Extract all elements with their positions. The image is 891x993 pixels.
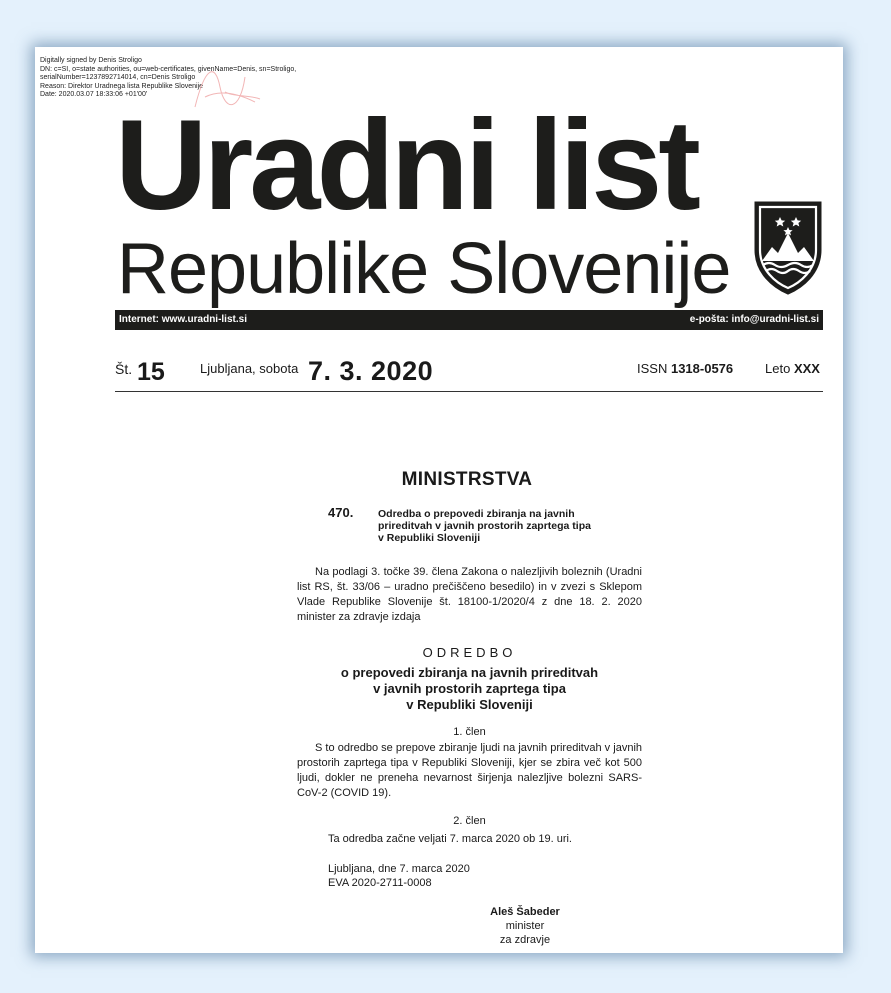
item-title [378, 508, 591, 544]
masthead-contact-bar [115, 310, 823, 330]
signature-line: serialNumber=1237892714014, cn=Denis Stroligo [40, 74, 196, 82]
decree-subtitle-line: v javnih prostorih zaprtega tipa [373, 681, 566, 696]
decree-subtitle-line: v Republiki Sloveniji [406, 697, 533, 712]
issue-place: Ljubljana, sobota [200, 361, 299, 376]
issue-number: 15 [137, 358, 165, 386]
item-title-line: v Republiki Sloveniji [378, 532, 481, 544]
issue-info-row [115, 355, 823, 392]
issue-number-label: Št. [115, 361, 133, 377]
decree-subtitle [297, 665, 642, 713]
decree-subtitle-line: o prepovedi zbiranja na javnih prireditvah [340, 665, 599, 680]
item-title-line: prireditvah v javnih prostorih zaprtega tipa [378, 520, 591, 532]
decree-title: ODREDBO [422, 645, 517, 660]
gazette-page [35, 47, 843, 953]
issn-value: 1318-0576 [670, 361, 734, 376]
item-title-line: Odredba o prepovedi zbiranja na javnih [378, 508, 575, 520]
signer-role: za zdravje [499, 934, 551, 946]
issue-date: 7. 3. 2020 [308, 356, 434, 386]
signature-block [435, 905, 615, 947]
signer-name: Aleš Šabeder [490, 906, 560, 918]
signature-line: Date: 2020.03.07 18:33:06 +01'00' [40, 91, 148, 99]
signature-line: Digitally signed by Denis Stroligo [40, 57, 142, 64]
place-date: Ljubljana, dne 7. marca 2020 [328, 863, 470, 875]
signature-line: Reason: Direktor Uradnega lista Republike Slovenije [40, 82, 204, 90]
slovenia-coat-of-arms-icon [750, 195, 826, 295]
masthead-subtitle: Republike Slovenije [117, 229, 731, 309]
email-link[interactable]: e-pošta: info@uradni-list.si [689, 314, 819, 325]
article-2-text: Ta odredba začne veljati 7. marca 2020 ob 19. uri. [328, 833, 572, 845]
issn-label: ISSN [637, 361, 668, 376]
article-1-heading: 1. člen [453, 726, 486, 738]
issn [637, 361, 733, 376]
article-2-heading: 2. člen [453, 815, 486, 827]
section-heading: MINISTRSTVA [401, 469, 533, 490]
eva-number: EVA 2020-2711-0008 [328, 877, 432, 889]
signature-line: DN: c=SI, o=state authorities, ou=web-certificates, givenName=Denis, sn=Stroligo, [40, 65, 297, 73]
masthead-title: Uradni list [115, 94, 697, 237]
article-1-text: S to odredbo se prepove zbiranje ljudi na javnih prireditvah v javnih prostorih zaprtega tipa v Republiki Sloveniji, kjer se zbira več kot 500 ljudi, dokler ne preneha nevarnost širjenja nalezljive bolezni SARS-CoV-2 (COVID 19). [297, 742, 642, 799]
volume-value: XXX [793, 361, 820, 376]
place-date-block [328, 862, 628, 890]
website-link[interactable]: Internet: www.uradni-list.si [119, 314, 247, 325]
volume-label: Leto [765, 361, 791, 376]
item-number: 470. [328, 505, 354, 520]
signer-role: minister [505, 920, 545, 932]
volume-year [765, 361, 820, 376]
intro-paragraph: Na podlagi 3. točke 39. člena Zakona o nalezljivih boleznih (Uradni list RS, št. 33/06 – uradno prečiščeno besedilo) in v zvezi s Sklepom Vlade Republike Slovenije št. 18100-1/2020/4 z dne 18. 2. 2020 minister za zdravje izdaja [297, 566, 642, 623]
